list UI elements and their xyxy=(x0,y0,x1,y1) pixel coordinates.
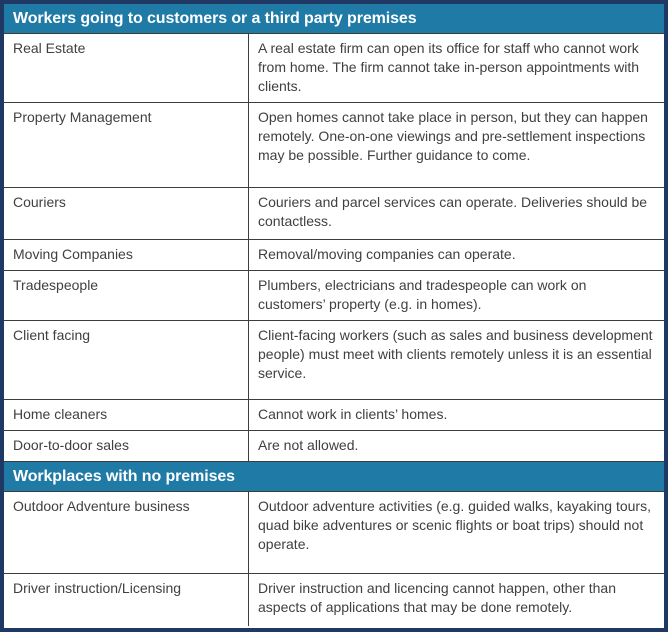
row-description: Removal/moving companies can operate. xyxy=(258,246,516,262)
row-label: Door-to-door sales xyxy=(4,431,249,461)
row-label: Tradespeople xyxy=(4,271,249,320)
row-description: A real estate firm can open its office for staff who cannot work from home. The firm cannot take in-person appointments with clients. xyxy=(258,40,640,94)
table-row xyxy=(4,188,664,240)
row-label: Outdoor Adventure business xyxy=(4,492,249,573)
row-description: Open homes cannot take place in person, but they can happen remotely. One-on-one viewings and pre-settlement inspections may be possible. Further guidance to come. xyxy=(258,109,648,163)
row-description: Driver instruction and licencing cannot happen, other than aspects of applications that may be done remotely. xyxy=(258,580,616,615)
row-label: Couriers xyxy=(4,188,249,239)
row-description: Couriers and parcel services can operate. Deliveries should be contactless. xyxy=(258,194,648,229)
row-description: Cannot work in clients’ homes. xyxy=(258,406,448,422)
row-label: Driver instruction/Licensing xyxy=(4,574,249,626)
table-row xyxy=(4,431,664,462)
table-row xyxy=(4,103,664,188)
table-row xyxy=(4,400,664,431)
row-label: Client facing xyxy=(4,321,249,399)
row-description: Outdoor adventure activities (e.g. guided walks, kayaking tours, quad bike adventures or scenic flights or boat trips) should not operate. xyxy=(258,498,651,552)
table-row xyxy=(4,240,664,271)
row-label: Home cleaners xyxy=(4,400,249,430)
table-row xyxy=(4,574,664,626)
row-description: Are not allowed. xyxy=(258,437,359,453)
row-label: Moving Companies xyxy=(4,240,249,270)
row-label: Property Management xyxy=(4,103,249,187)
table-row xyxy=(4,321,664,400)
table-row xyxy=(4,271,664,321)
section-header-workplaces-no-premises: Workplaces with no premises xyxy=(4,462,664,492)
row-description: Plumbers, electricians and tradespeople can work on customers’ property (e.g. in homes). xyxy=(258,277,587,312)
row-description: Client-facing workers (such as sales and business development people) must meet with clients remotely unless it is an essential service. xyxy=(258,327,653,381)
section-header-workers-going-to-customers: Workers going to customers or a third party premises xyxy=(4,4,664,34)
row-label: Real Estate xyxy=(4,34,249,102)
table-row xyxy=(4,492,664,574)
table-row xyxy=(4,34,664,103)
